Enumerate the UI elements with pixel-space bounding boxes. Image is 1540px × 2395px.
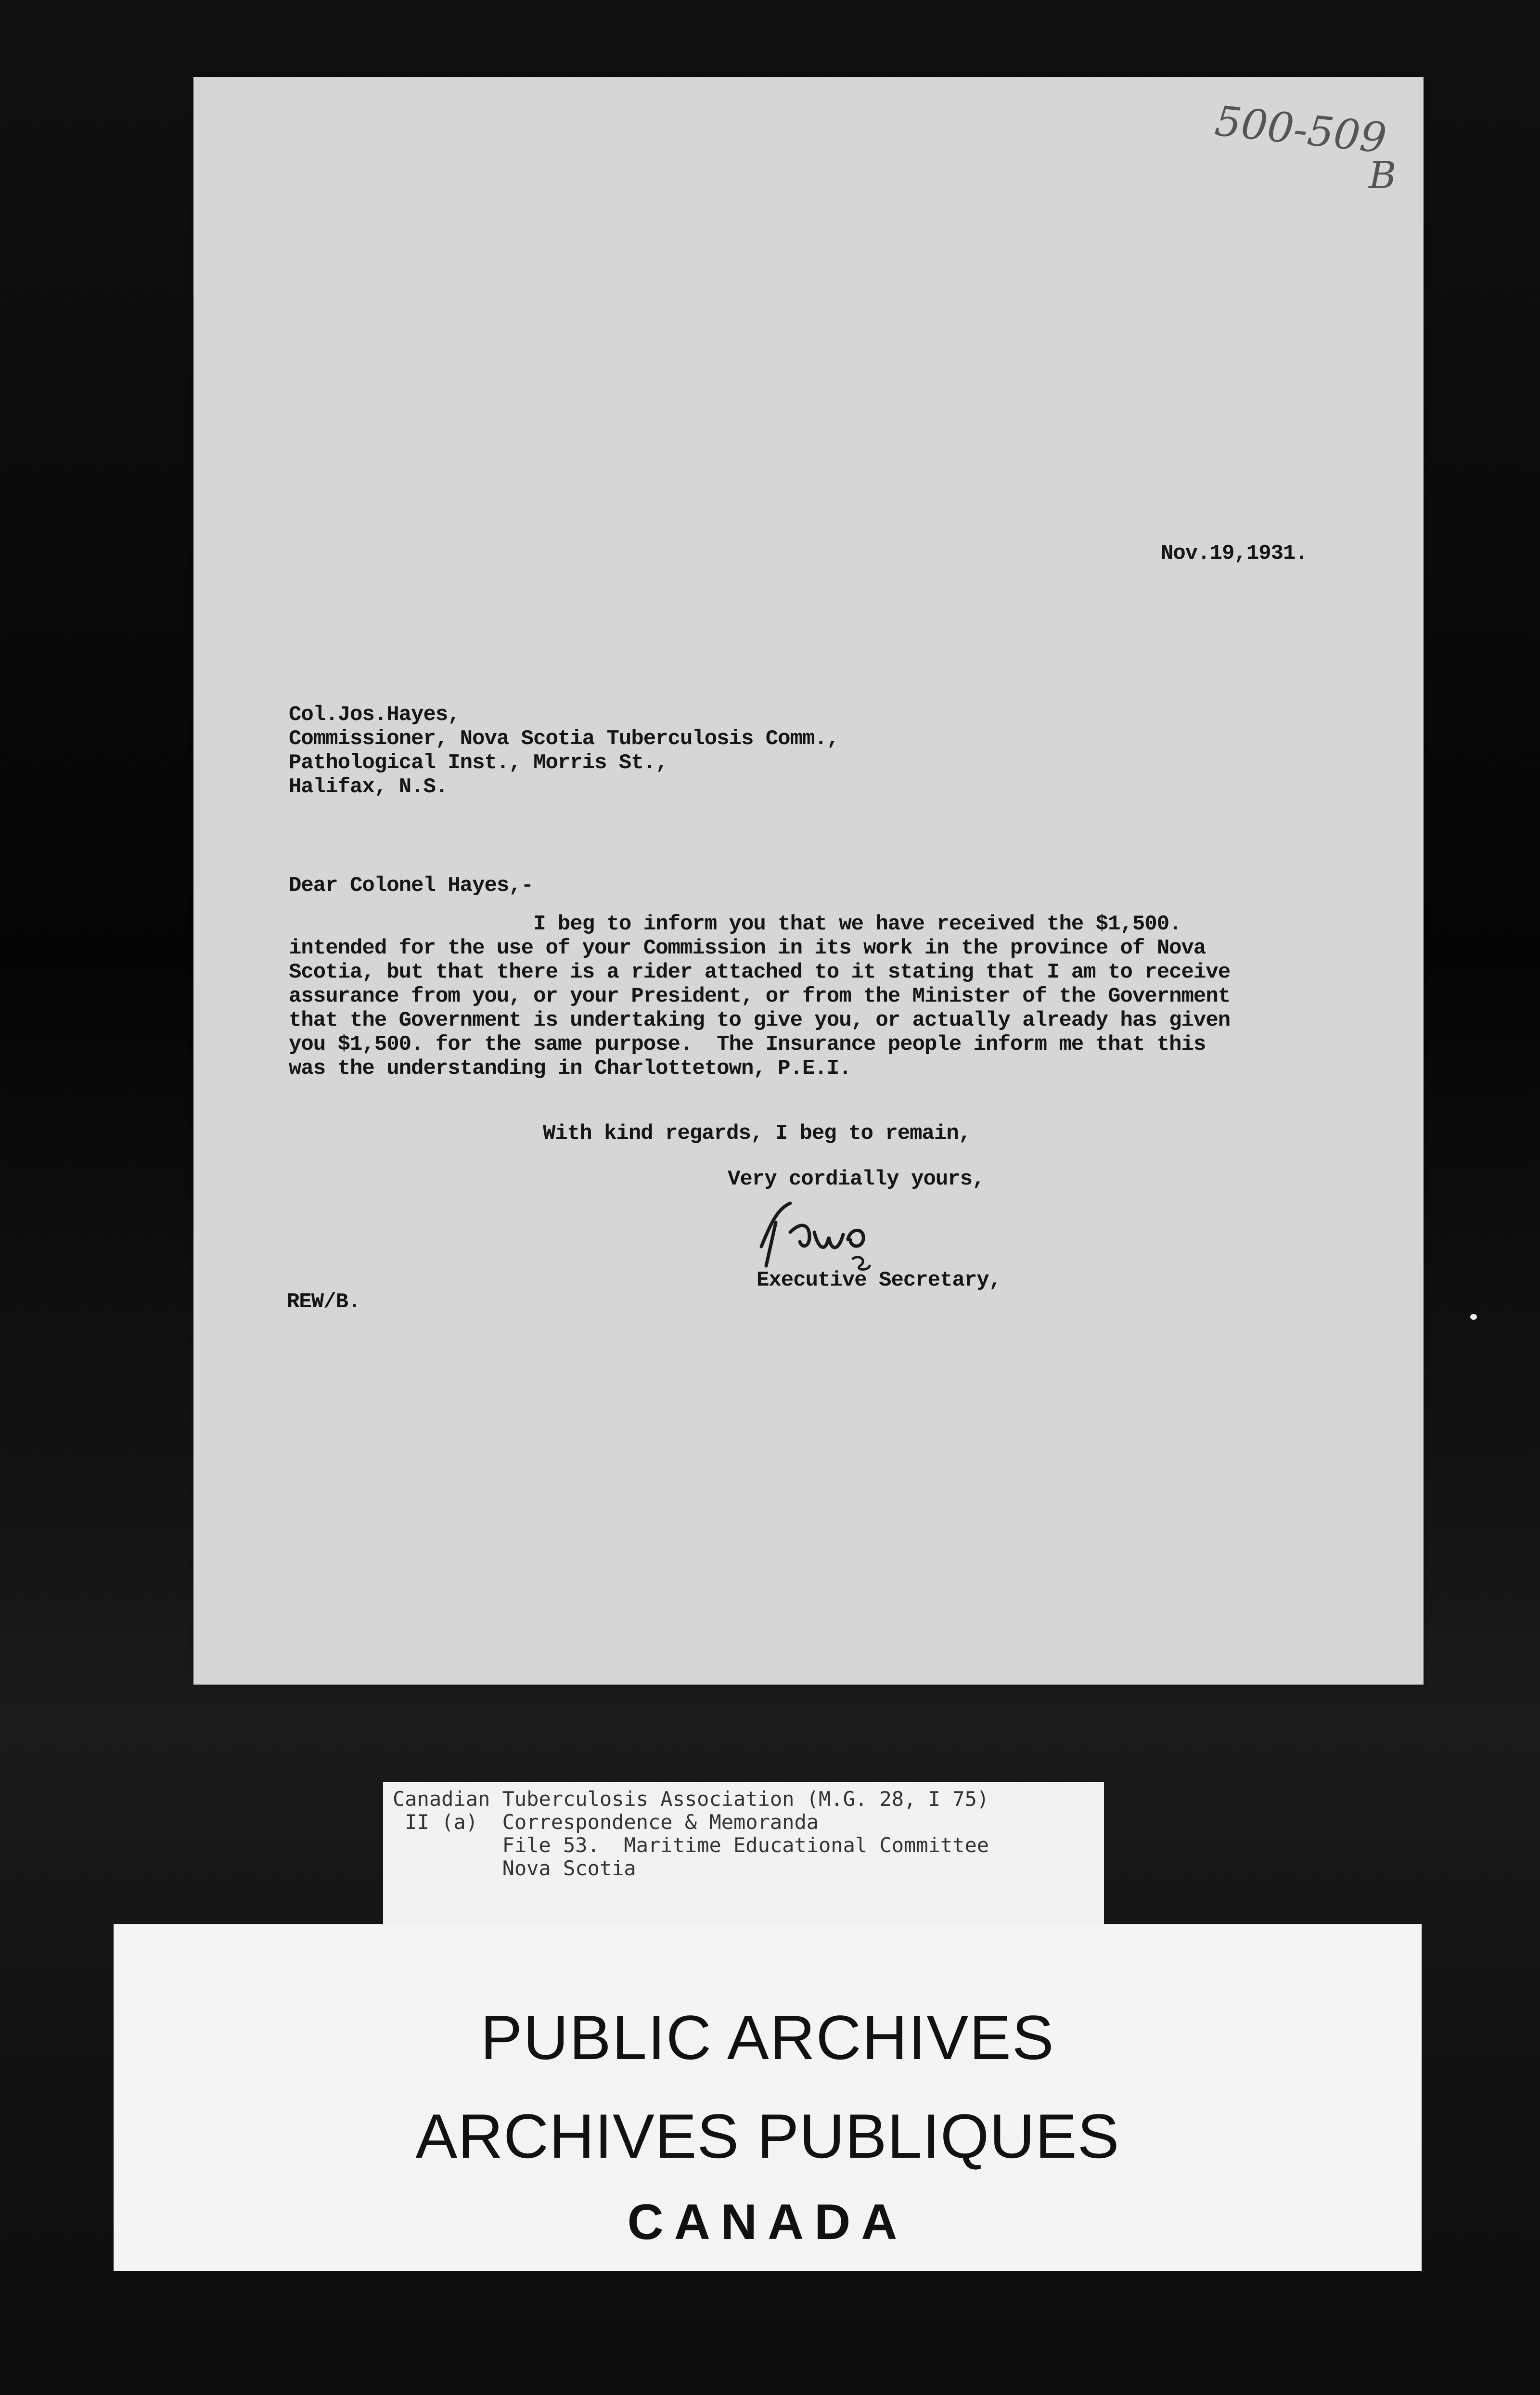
typist-initials: REW/B. — [287, 1290, 360, 1314]
signature-title: Executive Secretary, — [757, 1268, 1001, 1292]
film-speck — [1470, 1314, 1477, 1320]
handwritten-signature — [757, 1194, 920, 1275]
complimentary-close: Very cordially yours, — [728, 1167, 985, 1191]
banner-line-country: CANADA — [627, 2194, 908, 2250]
archival-reference-text: Canadian Tuberculosis Association (M.G. 28, I 75) II (a) Correspondence & Memoranda File 53. Maritime Educational Committee Nova Scotia — [393, 1787, 989, 1880]
letter-body: I beg to inform you that we have received the $1,500. intended for the use of your Commission in its work in the province of Nova Scotia, but that there is a rider attached to it stating that I am to receive assurance from you, or your President, or from the Minister of the Government that the Government is undertaking to give you, or actually already has given you $1,500. for the same purpose. The Insurance people inform me that this was the understanding in Charlottetown, P.E.I. — [289, 912, 1231, 1081]
salutation: Dear Colonel Hayes,- — [289, 874, 534, 898]
handwritten-letter-mark: B — [1369, 154, 1397, 197]
recipient-address: Col.Jos.Hayes, Commissioner, Nova Scotia Tuberculosis Comm., Pathological Inst., Morris St., Halifax, N.S. — [289, 703, 839, 799]
letter-page — [193, 77, 1424, 1685]
banner-line-english: PUBLIC ARCHIVES — [480, 2002, 1055, 2073]
closing-line: With kind regards, I beg to remain, — [543, 1121, 971, 1146]
banner-line-french: ARCHIVES PUBLIQUES — [415, 2101, 1120, 2171]
archival-reference-label — [383, 1782, 1104, 1929]
handwritten-page-range: 500-509 — [1212, 97, 1389, 163]
letter-date: Nov.19,1931. — [1161, 541, 1308, 566]
archives-banner — [114, 1924, 1422, 2271]
